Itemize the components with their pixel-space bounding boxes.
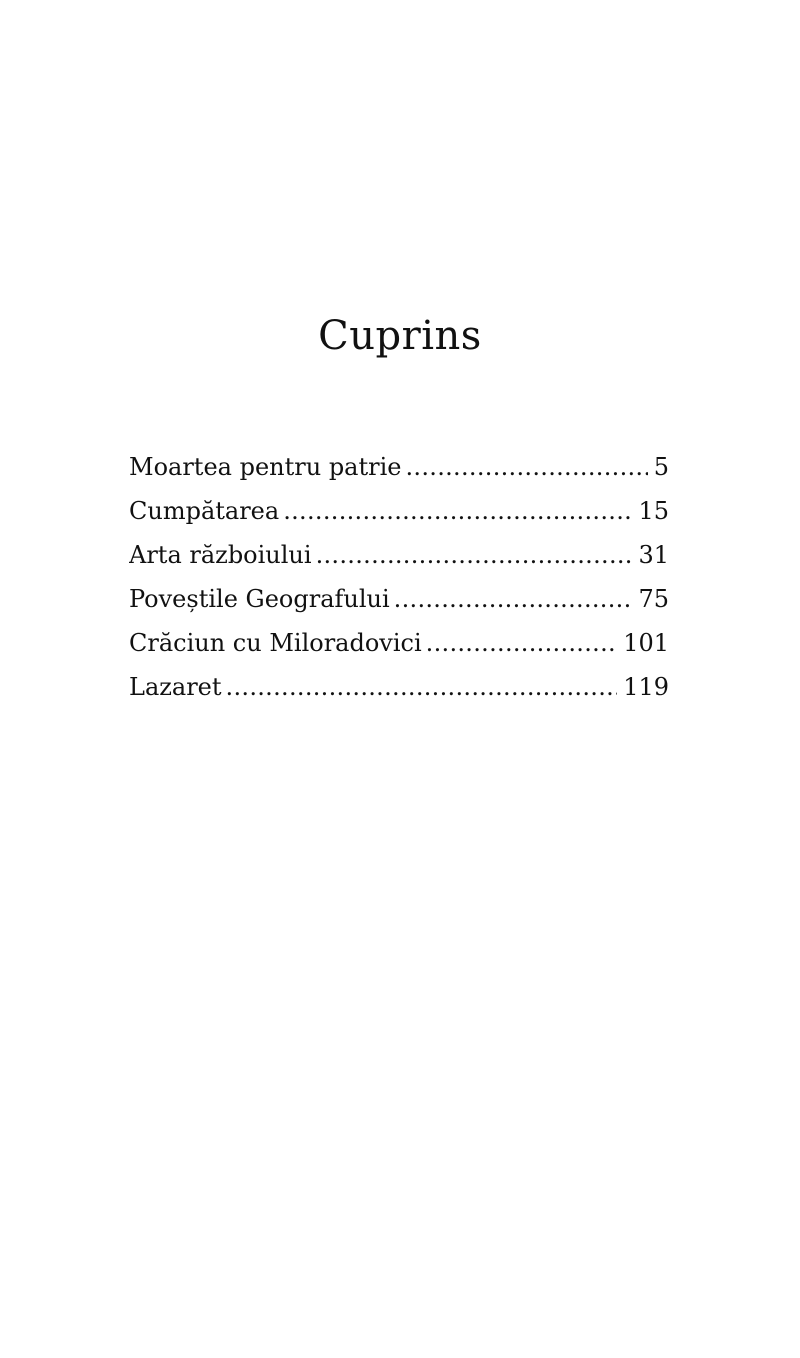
toc-entry-moartea-pentru-patrie[interactable] [129,445,669,489]
toc-entry-arta-razboiului[interactable] [129,533,669,577]
toc-entry-title: Moartea pentru patrie [129,453,402,481]
toc-entry-title: Arta războiului [129,541,312,569]
toc-entry-page-number: 101 [623,629,669,657]
dot-leader [394,577,633,621]
dot-leader [226,665,618,709]
page-title: Cuprins [318,313,482,359]
toc-entry-cumpatarea[interactable] [129,489,669,533]
toc-entry-page-number: 15 [638,497,669,525]
toc-entry-page-number: 119 [623,673,669,701]
toc-entry-craciun-cu-miloradovici[interactable] [129,621,669,665]
dot-leader [405,445,647,489]
dot-leader [283,489,632,533]
toc-entry-page-number: 5 [653,453,669,481]
toc-entry-title: Poveștile Geografului [129,585,390,613]
dot-leader [316,533,633,577]
toc-entry-page-number: 31 [638,541,669,569]
toc-entry-title: Lazaret [129,673,222,701]
dot-leader [426,621,618,665]
toc-entry-title: Cumpătarea [129,497,280,525]
toc-entry-title: Crăciun cu Miloradovici [129,629,422,657]
toc-entry-lazaret[interactable] [129,665,669,709]
table-of-contents [129,445,669,709]
toc-entry-povestile-geografului[interactable] [129,577,669,621]
toc-entry-page-number: 75 [638,585,669,613]
